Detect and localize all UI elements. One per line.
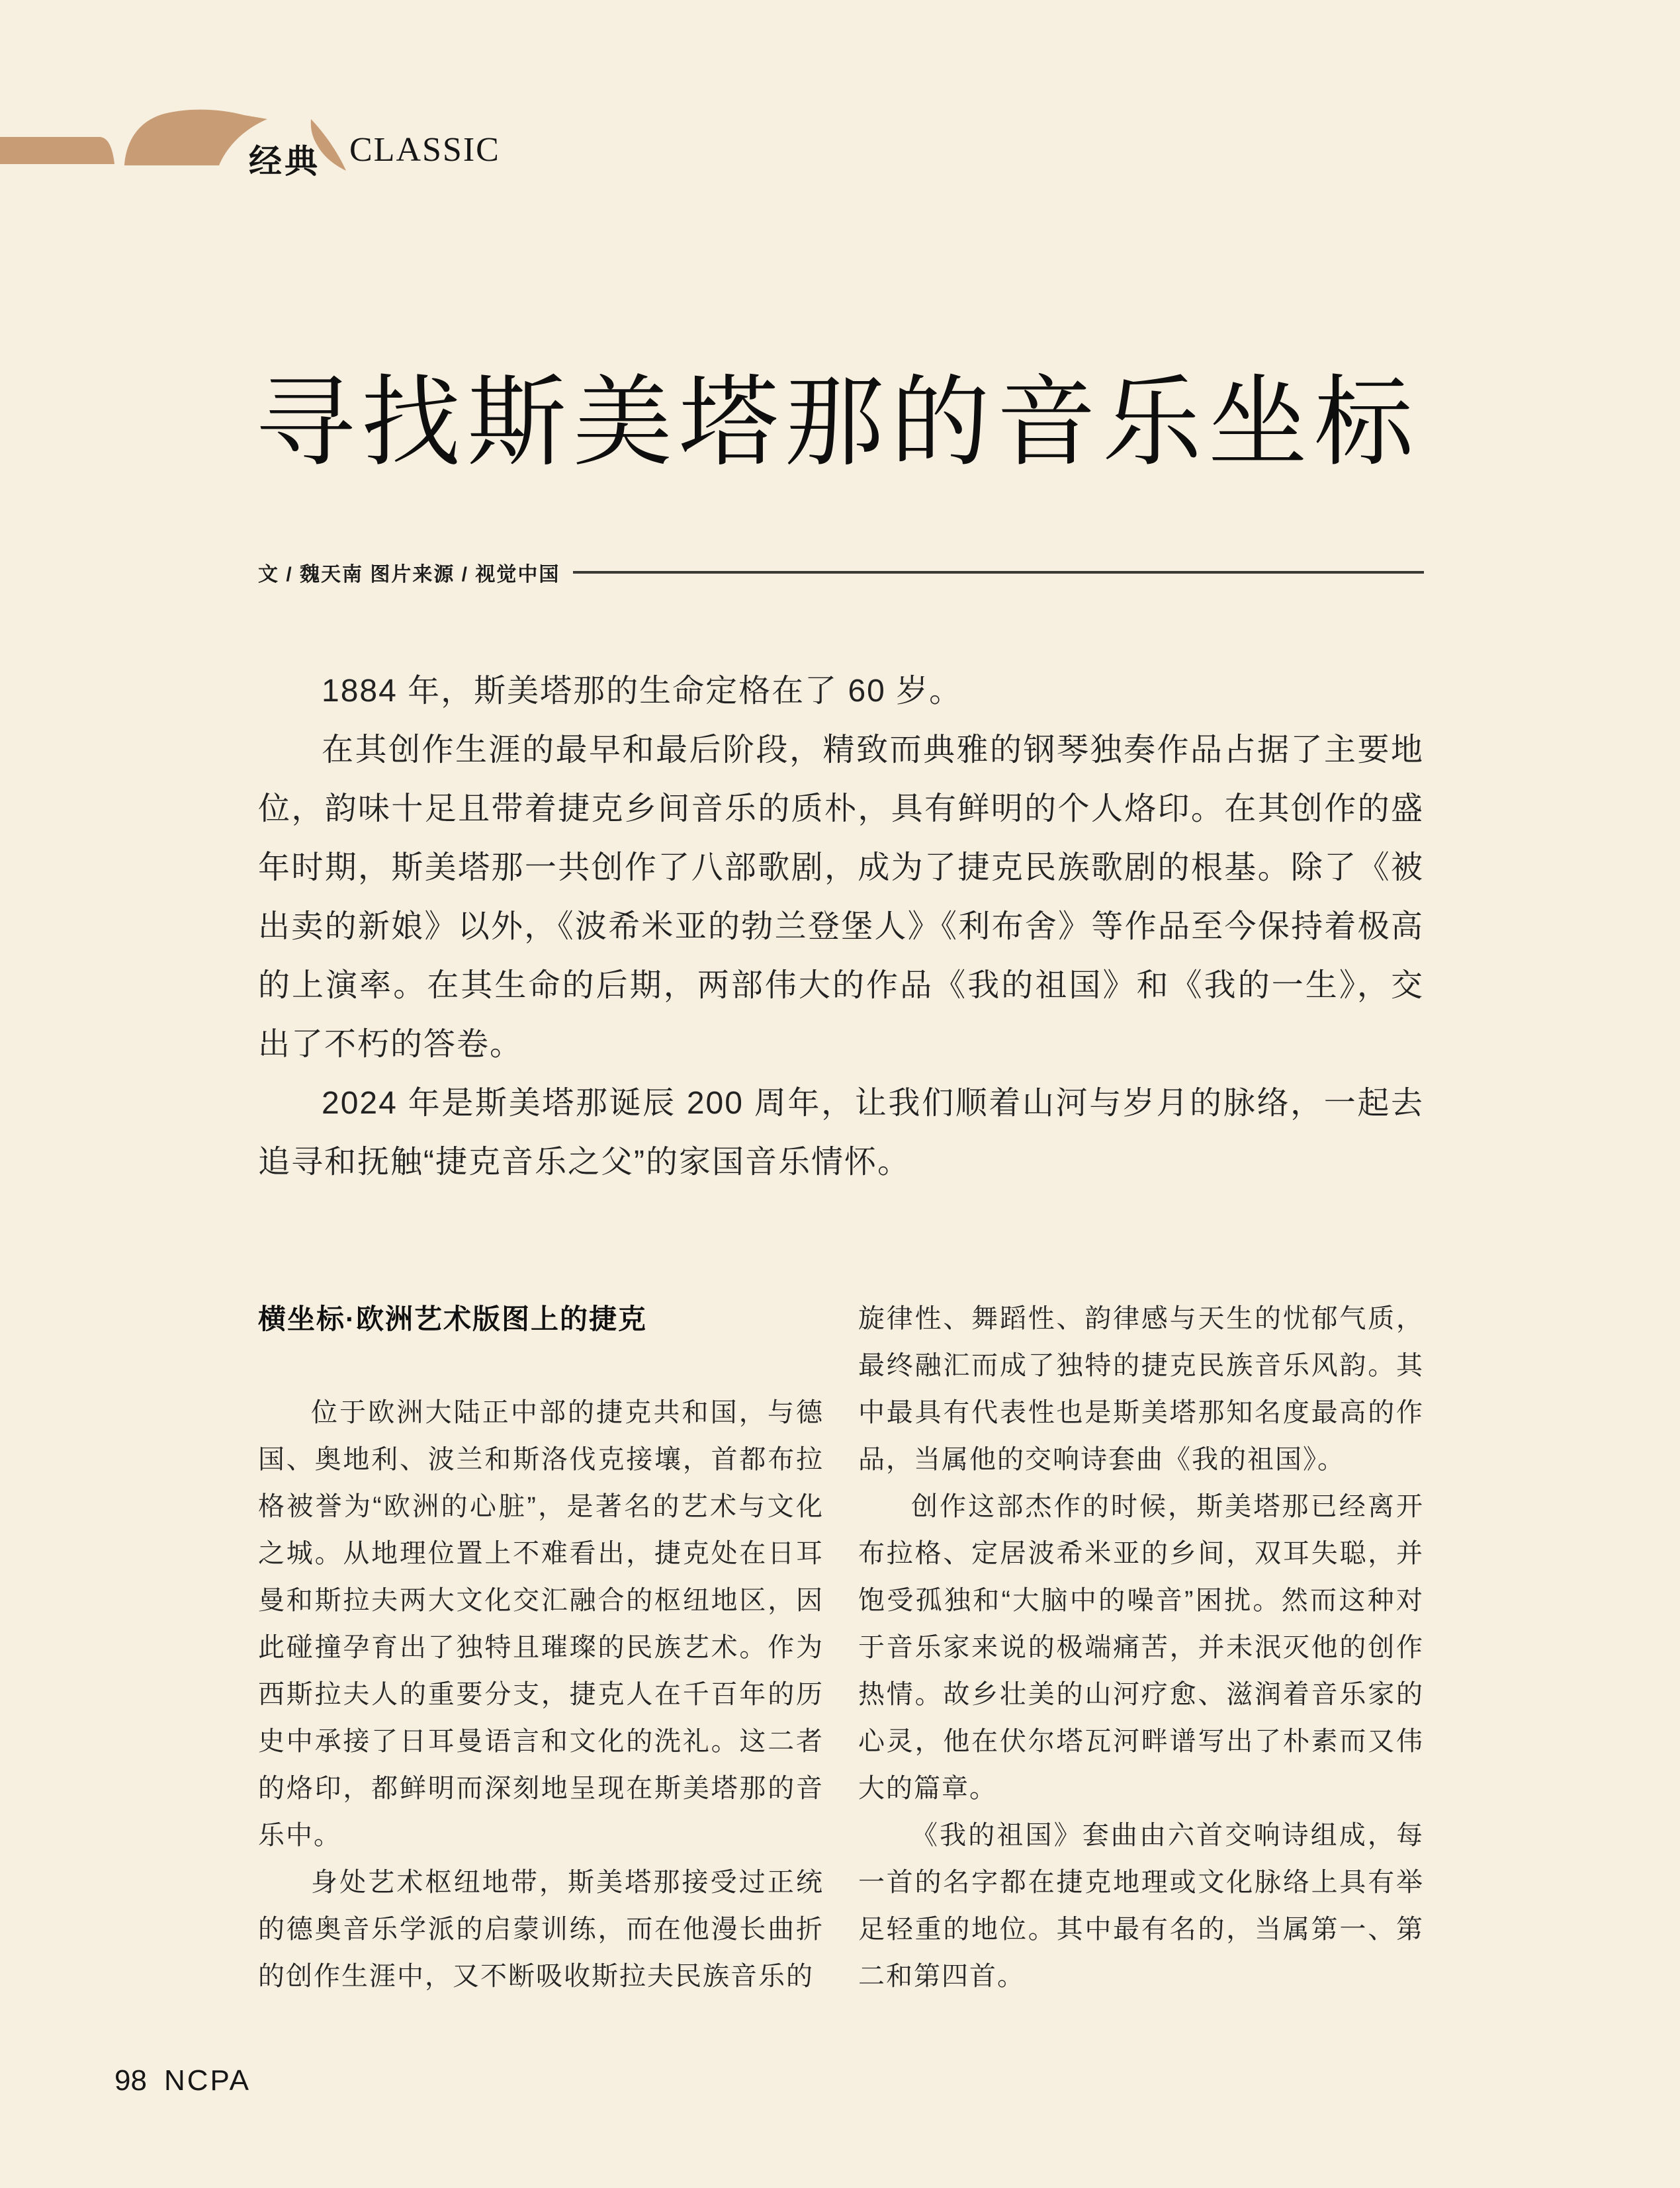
logo-bar [0, 137, 114, 164]
body-paragraph: 位于欧洲大陆正中部的捷克共和国，与德国、奥地利、波兰和斯洛伐克接壤，首都布拉格被誉为“欧洲的心脏”，是著名的艺术与文化之城。从地理位置上不难看出，捷克处在日耳曼和斯拉夫两大文化交汇融合的枢纽地区，因此碰撞孕育出了独特且璀璨的民族艺术。作为西斯拉夫人的重要分支，捷克人在千百年的历史中承接了日耳曼语言和文化的洗礼。这二者的烙印，都鲜明而深刻地呈现在斯美塔那的音乐中。 [258, 1398, 824, 1850]
byline-rule [573, 571, 1424, 574]
body-paragraph: 旋律性、舞蹈性、韵律感与天生的忧郁气质，最终融汇而成了独特的捷克民族音乐风韵。其中最具有代表性也是斯美塔那知名度最高的作品，当属他的交响诗套曲《我的祖国》。 [858, 1304, 1424, 1474]
article-title: 寻找斯美塔那的音乐坐标 [255, 369, 1421, 478]
byline: 文 / 魏天南 图片来源 / 视觉中国 [258, 564, 560, 586]
body-columns [258, 1295, 1424, 2000]
column-heading: 横坐标·欧洲艺术版图上的捷克 [258, 1303, 647, 1335]
section-label-cn: 经典 [249, 143, 320, 180]
body-paragraph: 《我的祖国》套曲由六首交响诗组成，每一首的名字都在捷克地理或文化脉络上具有举足轻重的地位。其中最有名的，当属第一、第二和第四首。 [858, 1821, 1424, 1991]
intro-paragraph: 2024 年是斯美塔那诞辰 200 周年，让我们顺着山河与岁月的脉络，一起去追寻和抚触“捷克音乐之父”的家国音乐情怀。 [258, 1086, 1424, 1180]
left-column [258, 1295, 824, 2000]
section-label-en: CLASSIC [349, 131, 500, 169]
logo-dome-swoosh [124, 110, 267, 165]
byline-row [258, 558, 1424, 587]
intro-section [258, 662, 1424, 1192]
right-column [858, 1295, 1424, 2000]
body-paragraph: 身处艺术枢纽地带，斯美塔那接受过正统的德奥音乐学派的启蒙训练，而在他漫长曲折的创作生涯中，又不断吸收斯拉夫民族音乐的 [258, 1868, 824, 1991]
body-paragraph: 创作这部杰作的时候，斯美塔那已经离开布拉格、定居波希米亚的乡间，双耳失聪，并饱受孤独和“大脑中的噪音”困扰。然而这种对于音乐家来说的极端痛苦，并未泯灭他的创作热情。故乡壮美的山河疗愈、滋润着音乐家的心灵，他在伏尔塔瓦河畔谱写出了朴素而又伟大的篇章。 [858, 1492, 1424, 1803]
brand-label: NCPA [163, 2064, 251, 2097]
page-footer [114, 2064, 251, 2097]
page-number: 98 [114, 2064, 147, 2097]
intro-paragraph: 在其创作生涯的最早和最后阶段，精致而典雅的钢琴独奏作品占据了主要地位，韵味十足且带着捷克乡间音乐的质朴，具有鲜明的个人烙印。在其创作的盛年时期，斯美塔那一共创作了八部歌剧，成为了捷克民族歌剧的根基。除了《被出卖的新娘》以外，《波希米亚的勃兰登堡人》《利布舍》等作品至今保持着极高的上演率。在其生命的后期，两部伟大的作品《我的祖国》和《我的一生》，交出了不朽的答卷。 [258, 732, 1424, 1062]
intro-paragraph: 1884 年，斯美塔那的生命定格在了 60 岁。 [322, 674, 963, 709]
